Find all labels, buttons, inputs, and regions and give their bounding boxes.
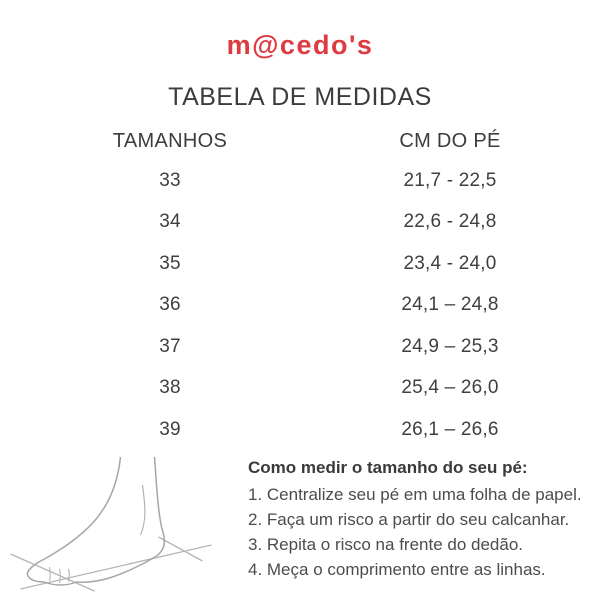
instruction-step-1: 1. Centralize seu pé em uma folha de papel. [248,484,582,504]
cm-range-value: 23,4 - 24,0 [403,252,497,274]
instruction-step-2: 2. Faça um risco a partir do seu calcanhar. [248,509,570,529]
foot-measurement-illustration [0,455,248,595]
cm-range-value: 21,7 - 22,5 [403,169,497,191]
size-value: 34 [159,211,181,233]
column-header-cm: CM DO PÉ [399,130,501,152]
table-row [40,326,600,368]
page-title: TABELA DE MEDIDAS [168,83,432,111]
cm-range-value: 24,9 – 25,3 [401,335,499,357]
size-value: 33 [159,169,181,191]
table-row [40,243,600,285]
size-value: 35 [159,252,181,274]
size-table [0,130,600,451]
table-row [40,285,600,327]
table-row [40,368,600,410]
brand-logo: m@cedo's [226,30,374,60]
size-value: 38 [159,377,181,399]
cm-range-value: 24,1 – 24,8 [401,294,499,316]
table-body [40,160,600,451]
foot-illustration-svg [0,455,248,595]
instructions-heading: Como medir o tamanho do seu pé: [248,457,528,477]
size-value: 37 [159,335,181,357]
size-value: 39 [159,418,181,440]
how-to-measure-section [0,455,600,595]
table-header-row [40,130,600,153]
instruction-step-4: 4. Meça o comprimento entre as linhas. [248,559,546,579]
size-value: 36 [159,294,181,316]
table-row [40,160,600,202]
cm-range-value: 22,6 - 24,8 [403,211,497,233]
measurement-instructions [248,455,600,595]
header [0,0,600,61]
cm-range-value: 25,4 – 26,0 [401,377,499,399]
column-header-sizes: TAMANHOS [112,130,228,152]
instruction-step-3: 3. Repita o risco na frente do dedão. [248,534,524,554]
table-row [40,202,600,244]
cm-range-value: 26,1 – 26,6 [401,418,499,440]
table-row [40,409,600,451]
